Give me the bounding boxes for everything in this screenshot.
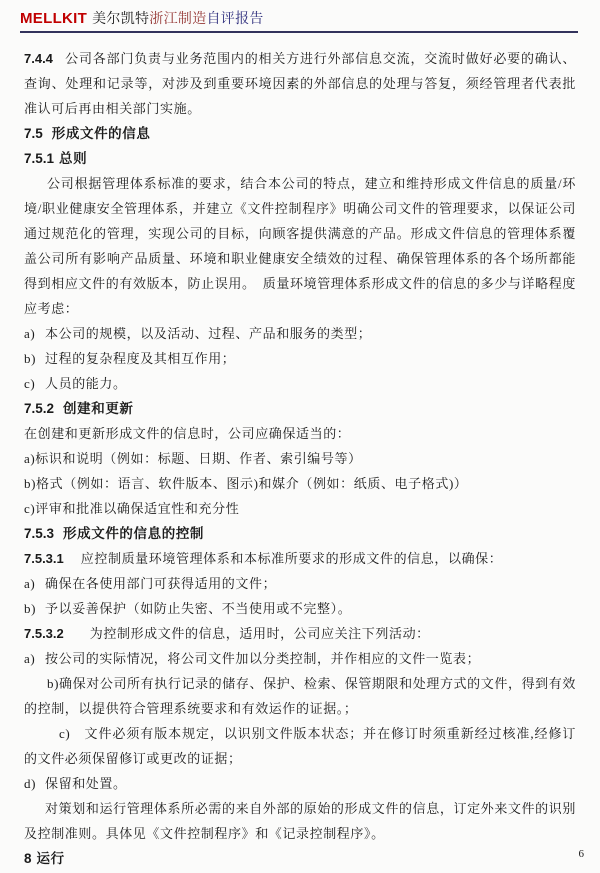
list-text: 本公司的规模，以及活动、过程、产品和服务的类型； — [45, 326, 372, 341]
clause-text-7-5-3-1: 应控制质量环境管理体系和本标准所要求的形成文件的信息，以确保： — [80, 551, 503, 566]
document-body — [0, 33, 600, 871]
list-item-7-5-3-2-b — [24, 671, 576, 721]
para-7-5-1-general — [24, 171, 576, 321]
list-item-7-5-3-2-a — [24, 646, 576, 671]
heading-number-7-5-2: 7.5.2 — [24, 401, 55, 416]
para-text: 对策划和运行管理体系所必需的来自外部的原始的形成文件的信息，订定外来文件的识别及控制准则。具体见《文件控制程序》和《记录控制程序》。 — [24, 801, 576, 841]
page-header — [0, 0, 600, 28]
heading-number-7-5-1: 7.5.1 — [24, 151, 55, 166]
list-item-7-5-1-c — [24, 371, 576, 396]
list-item-7-5-2-b — [24, 471, 576, 496]
list-marker: c) — [24, 376, 36, 391]
para-text: 公司根据管理体系标准的要求，结合本公司的特点，建立和维持形成文件信息的质量/环境/职业健康安全管理体系，并建立《文件控制程序》明确公司文件的管理要求，以保证公司通过规范化的管理，实现公司的目标，向顾客提供满意的产品。形成文件信息的管理体系覆盖公司所有影响产品质量、环境和职业健康安全绩效的过程、确保管理体系的各个场所都能得到相应文件的有效版本，防止误用。 质量环境管理体系形成文件的信息的多少与详略程度应考虑： — [24, 176, 576, 316]
heading-7-5-2 — [24, 396, 576, 421]
company-logo-text: MELLKIT — [20, 10, 88, 27]
list-text: c) 文件必须有版本规定，以识别文件版本状态；并在修订时须重新经过核准,经修订的文件必须保留修订或更改的证据； — [24, 726, 576, 766]
list-item-7-5-3-1-b — [24, 596, 576, 621]
heading-number-7-5: 7.5 — [24, 126, 43, 141]
heading-7-5-1 — [24, 146, 576, 171]
clause-number-7-5-3-1: 7.5.3.1 — [24, 551, 64, 566]
list-item-7-5-3-2-d — [24, 771, 576, 796]
list-item-7-5-3-2-c — [24, 721, 576, 771]
list-text: 过程的复杂程度及其相互作用； — [45, 351, 236, 366]
list-text: c)评审和批准以确保适宜性和充分性 — [24, 501, 240, 516]
list-marker: a) — [24, 326, 36, 341]
list-text: 予以妥善保护（如防止失密、不当使用或不完整）。 — [45, 601, 352, 616]
heading-number-8: 8 — [24, 851, 32, 866]
clause-number-7-5-3-2: 7.5.3.2 — [24, 626, 64, 641]
list-marker: b) — [24, 351, 37, 366]
list-marker: a) — [24, 651, 36, 666]
list-item-7-5-3-1-a — [24, 571, 576, 596]
list-marker: d) — [24, 776, 37, 791]
clause-number-7-4-4: 7.4.4 — [24, 51, 53, 66]
heading-number-7-5-3: 7.5.3 — [24, 526, 55, 541]
company-name-cn: 美尔凯特 — [92, 12, 150, 27]
para-external-documents — [24, 796, 576, 846]
list-item-7-5-1-b — [24, 346, 576, 371]
para-text: 在创建和更新形成文件的信息时，公司应确保适当的： — [24, 426, 351, 441]
list-item-7-5-1-a — [24, 321, 576, 346]
list-item-7-5-2-a — [24, 446, 576, 471]
heading-text-7-5-1: 总则 — [59, 151, 88, 166]
list-marker: b) — [24, 601, 37, 616]
para-7-4-4 — [24, 46, 576, 121]
list-text: 人员的能力。 — [45, 376, 127, 391]
list-text: b)格式（例如：语言、软件版本、图示)和媒介（例如：纸质、电子格式)） — [24, 476, 468, 491]
heading-text-7-5-3: 形成文件的信息的控制 — [63, 526, 205, 541]
list-item-7-5-2-c — [24, 496, 576, 521]
clause-text-7-5-3-2: 为控制形成文件的信息，适用时，公司应关注下列活动： — [89, 626, 430, 641]
list-marker: a) — [24, 576, 36, 591]
heading-text-8: 运行 — [36, 851, 65, 866]
heading-7-5 — [24, 121, 576, 146]
header-title-self-report: 自评报告 — [206, 12, 264, 27]
para-7-5-3-1 — [24, 546, 576, 571]
heading-text-7-5-2: 创建和更新 — [63, 401, 134, 416]
page-number: 6 — [578, 848, 584, 860]
clause-text-7-4-4: 公司各部门负责与业务范围内的相关方进行外部信息交流，交流时做好必要的确认、查询、处理和记录等，对涉及到重要环境因素的外部信息的处理与答复，须经管理者代表批准认可后再由相关部门实施。 — [24, 51, 576, 116]
para-7-5-2-intro — [24, 421, 576, 446]
list-text: 确保在各使用部门可获得适用的文件； — [45, 576, 277, 591]
list-text: 保留和处置。 — [45, 776, 127, 791]
heading-7-5-3 — [24, 521, 576, 546]
heading-8 — [24, 846, 576, 871]
list-text: 按公司的实际情况，将公司文件加以分类控制，并作相应的文件一览表； — [45, 651, 481, 666]
list-text: b)确保对公司所有执行记录的储存、保护、检索、保管期限和处理方式的文件，得到有效的控制，以提供符合管理系统要求和有效运作的证据。； — [24, 676, 576, 716]
header-title-zhejiang-made: 浙江制造 — [149, 12, 207, 27]
para-7-5-3-2 — [24, 621, 576, 646]
list-text: a)标识和说明（例如：标题、日期、作者、索引编号等） — [24, 451, 362, 466]
heading-text-7-5: 形成文件的信息 — [51, 126, 151, 141]
